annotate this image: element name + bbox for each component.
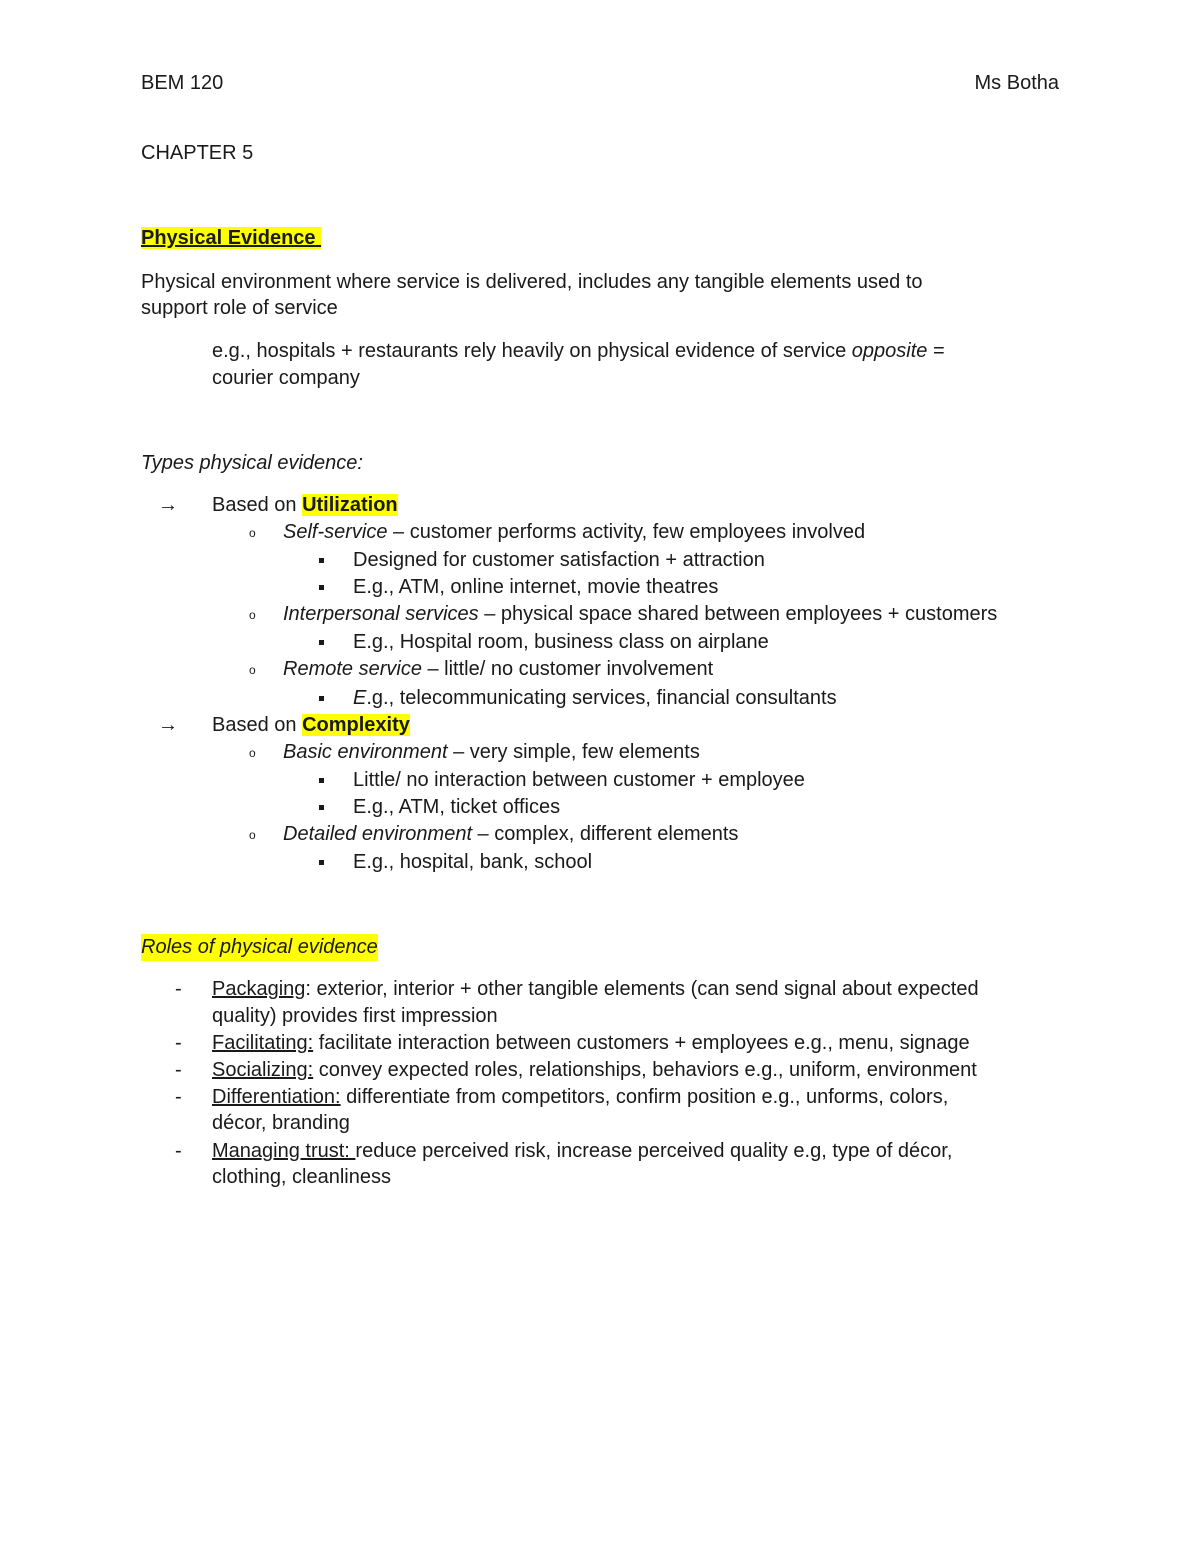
- socializing-term: Socializing:: [212, 1059, 314, 1081]
- chapter-title: CHAPTER 5: [141, 142, 254, 164]
- square-bullet-icon: [319, 778, 324, 783]
- trust-desc: reduce perceived risk, increase perceived quality e.g, type of décor,: [355, 1140, 953, 1162]
- role-socializing: [212, 1057, 977, 1084]
- basic-item: [283, 739, 700, 766]
- role-packaging: [212, 976, 979, 1003]
- detailed-term: Detailed environment: [283, 823, 472, 845]
- facilitating-term: Facilitating:: [212, 1032, 314, 1054]
- section-title-space: [316, 227, 322, 249]
- arrow-icon: →: [158, 494, 178, 516]
- dash-bullet-icon: -: [175, 1140, 182, 1162]
- detailed-desc: – complex, different elements: [472, 823, 739, 845]
- complexity-word: Complexity: [302, 714, 410, 736]
- remote-bullet-text: .g., telecommunicating services, financial consultants: [366, 687, 837, 709]
- dash-bullet-icon: -: [175, 1059, 182, 1081]
- lecturer-name: Ms Botha: [974, 72, 1059, 94]
- role-differentiation: [212, 1084, 948, 1111]
- basic-bullet-2: E.g., ATM, ticket offices: [353, 796, 561, 818]
- detailed-item: [283, 821, 738, 848]
- packaging-desc: : exterior, interior + other tangible elements (can send signal about expected: [305, 978, 979, 1000]
- self-service-item: [283, 519, 865, 546]
- packaging-term: Packaging: [212, 978, 306, 1000]
- example-line-2: courier company: [212, 367, 360, 389]
- utilization-prefix: Based on: [212, 494, 303, 516]
- basic-desc: – very simple, few elements: [447, 741, 700, 763]
- definition-line-1: Physical environment where service is delivered, includes any tangible elements used to: [141, 271, 923, 293]
- basic-bullet-1: Little/ no interaction between customer + employee: [353, 769, 805, 791]
- section-title-text: Physical Evidence: [141, 227, 316, 249]
- interpersonal-term: Interpersonal services: [283, 603, 479, 625]
- self-service-bullet-2: E.g., ATM, online internet, movie theatres: [353, 576, 719, 598]
- self-service-desc: – customer performs activity, few employees involved: [387, 521, 866, 543]
- role-differentiation-cont: décor, branding: [212, 1112, 350, 1134]
- remote-item: [283, 656, 713, 683]
- remote-bullet-e: E: [353, 687, 367, 709]
- arrow-icon: →: [158, 714, 178, 736]
- example-opposite: opposite: [851, 340, 928, 362]
- example-text: e.g., hospitals + restaurants rely heavily on physical evidence of service: [212, 340, 852, 362]
- complexity-line: [212, 712, 410, 739]
- trust-term: Managing trust:: [212, 1140, 356, 1162]
- role-managing-trust-cont: clothing, cleanliness: [212, 1166, 391, 1188]
- differentiation-term: Differentiation:: [212, 1086, 341, 1108]
- facilitating-desc: facilitate interaction between customers + employees e.g., menu, signage: [313, 1032, 970, 1054]
- square-bullet-icon: [319, 585, 324, 590]
- detailed-bullet-1: E.g., hospital, bank, school: [353, 851, 593, 873]
- role-managing-trust: [212, 1138, 952, 1165]
- example-equals: =: [927, 340, 945, 362]
- role-packaging-cont: quality) provides first impression: [212, 1005, 498, 1027]
- square-bullet-icon: [319, 860, 324, 865]
- dash-bullet-icon: -: [175, 1086, 182, 1108]
- interpersonal-item: [283, 601, 997, 628]
- role-facilitating: [212, 1030, 970, 1057]
- circle-bullet-icon: o: [249, 526, 256, 540]
- types-heading: Types physical evidence:: [141, 452, 363, 474]
- self-service-term: Self-service: [283, 521, 388, 543]
- circle-bullet-icon: o: [249, 608, 256, 622]
- course-code: BEM 120: [141, 72, 224, 94]
- remote-bullet-1: [353, 685, 837, 712]
- circle-bullet-icon: o: [249, 663, 256, 677]
- circle-bullet-icon: o: [249, 828, 256, 842]
- self-service-bullet-1: Designed for customer satisfaction + attraction: [353, 549, 765, 571]
- utilization-word: Utilization: [302, 494, 398, 516]
- square-bullet-icon: [319, 805, 324, 810]
- example-line-1: [212, 338, 945, 365]
- circle-bullet-icon: o: [249, 746, 256, 760]
- section-title: [141, 225, 321, 252]
- interpersonal-desc: – physical space shared between employees + customers: [478, 603, 998, 625]
- remote-term: Remote service: [283, 658, 422, 680]
- complexity-prefix: Based on: [212, 714, 303, 736]
- utilization-line: [212, 492, 398, 519]
- definition-line-2: support role of service: [141, 297, 338, 319]
- square-bullet-icon: [319, 558, 324, 563]
- dash-bullet-icon: -: [175, 1032, 182, 1054]
- remote-desc: – little/ no customer involvement: [421, 658, 714, 680]
- interpersonal-bullet-1: E.g., Hospital room, business class on airplane: [353, 631, 769, 653]
- basic-term: Basic environment: [283, 741, 448, 763]
- differentiation-desc: differentiate from competitors, confirm position e.g., unforms, colors,: [340, 1086, 949, 1108]
- socializing-desc: convey expected roles, relationships, behaviors e.g., uniform, environment: [313, 1059, 977, 1081]
- roles-heading: Roles of physical evidence: [141, 934, 378, 961]
- dash-bullet-icon: -: [175, 978, 182, 1000]
- square-bullet-icon: [319, 696, 324, 701]
- square-bullet-icon: [319, 640, 324, 645]
